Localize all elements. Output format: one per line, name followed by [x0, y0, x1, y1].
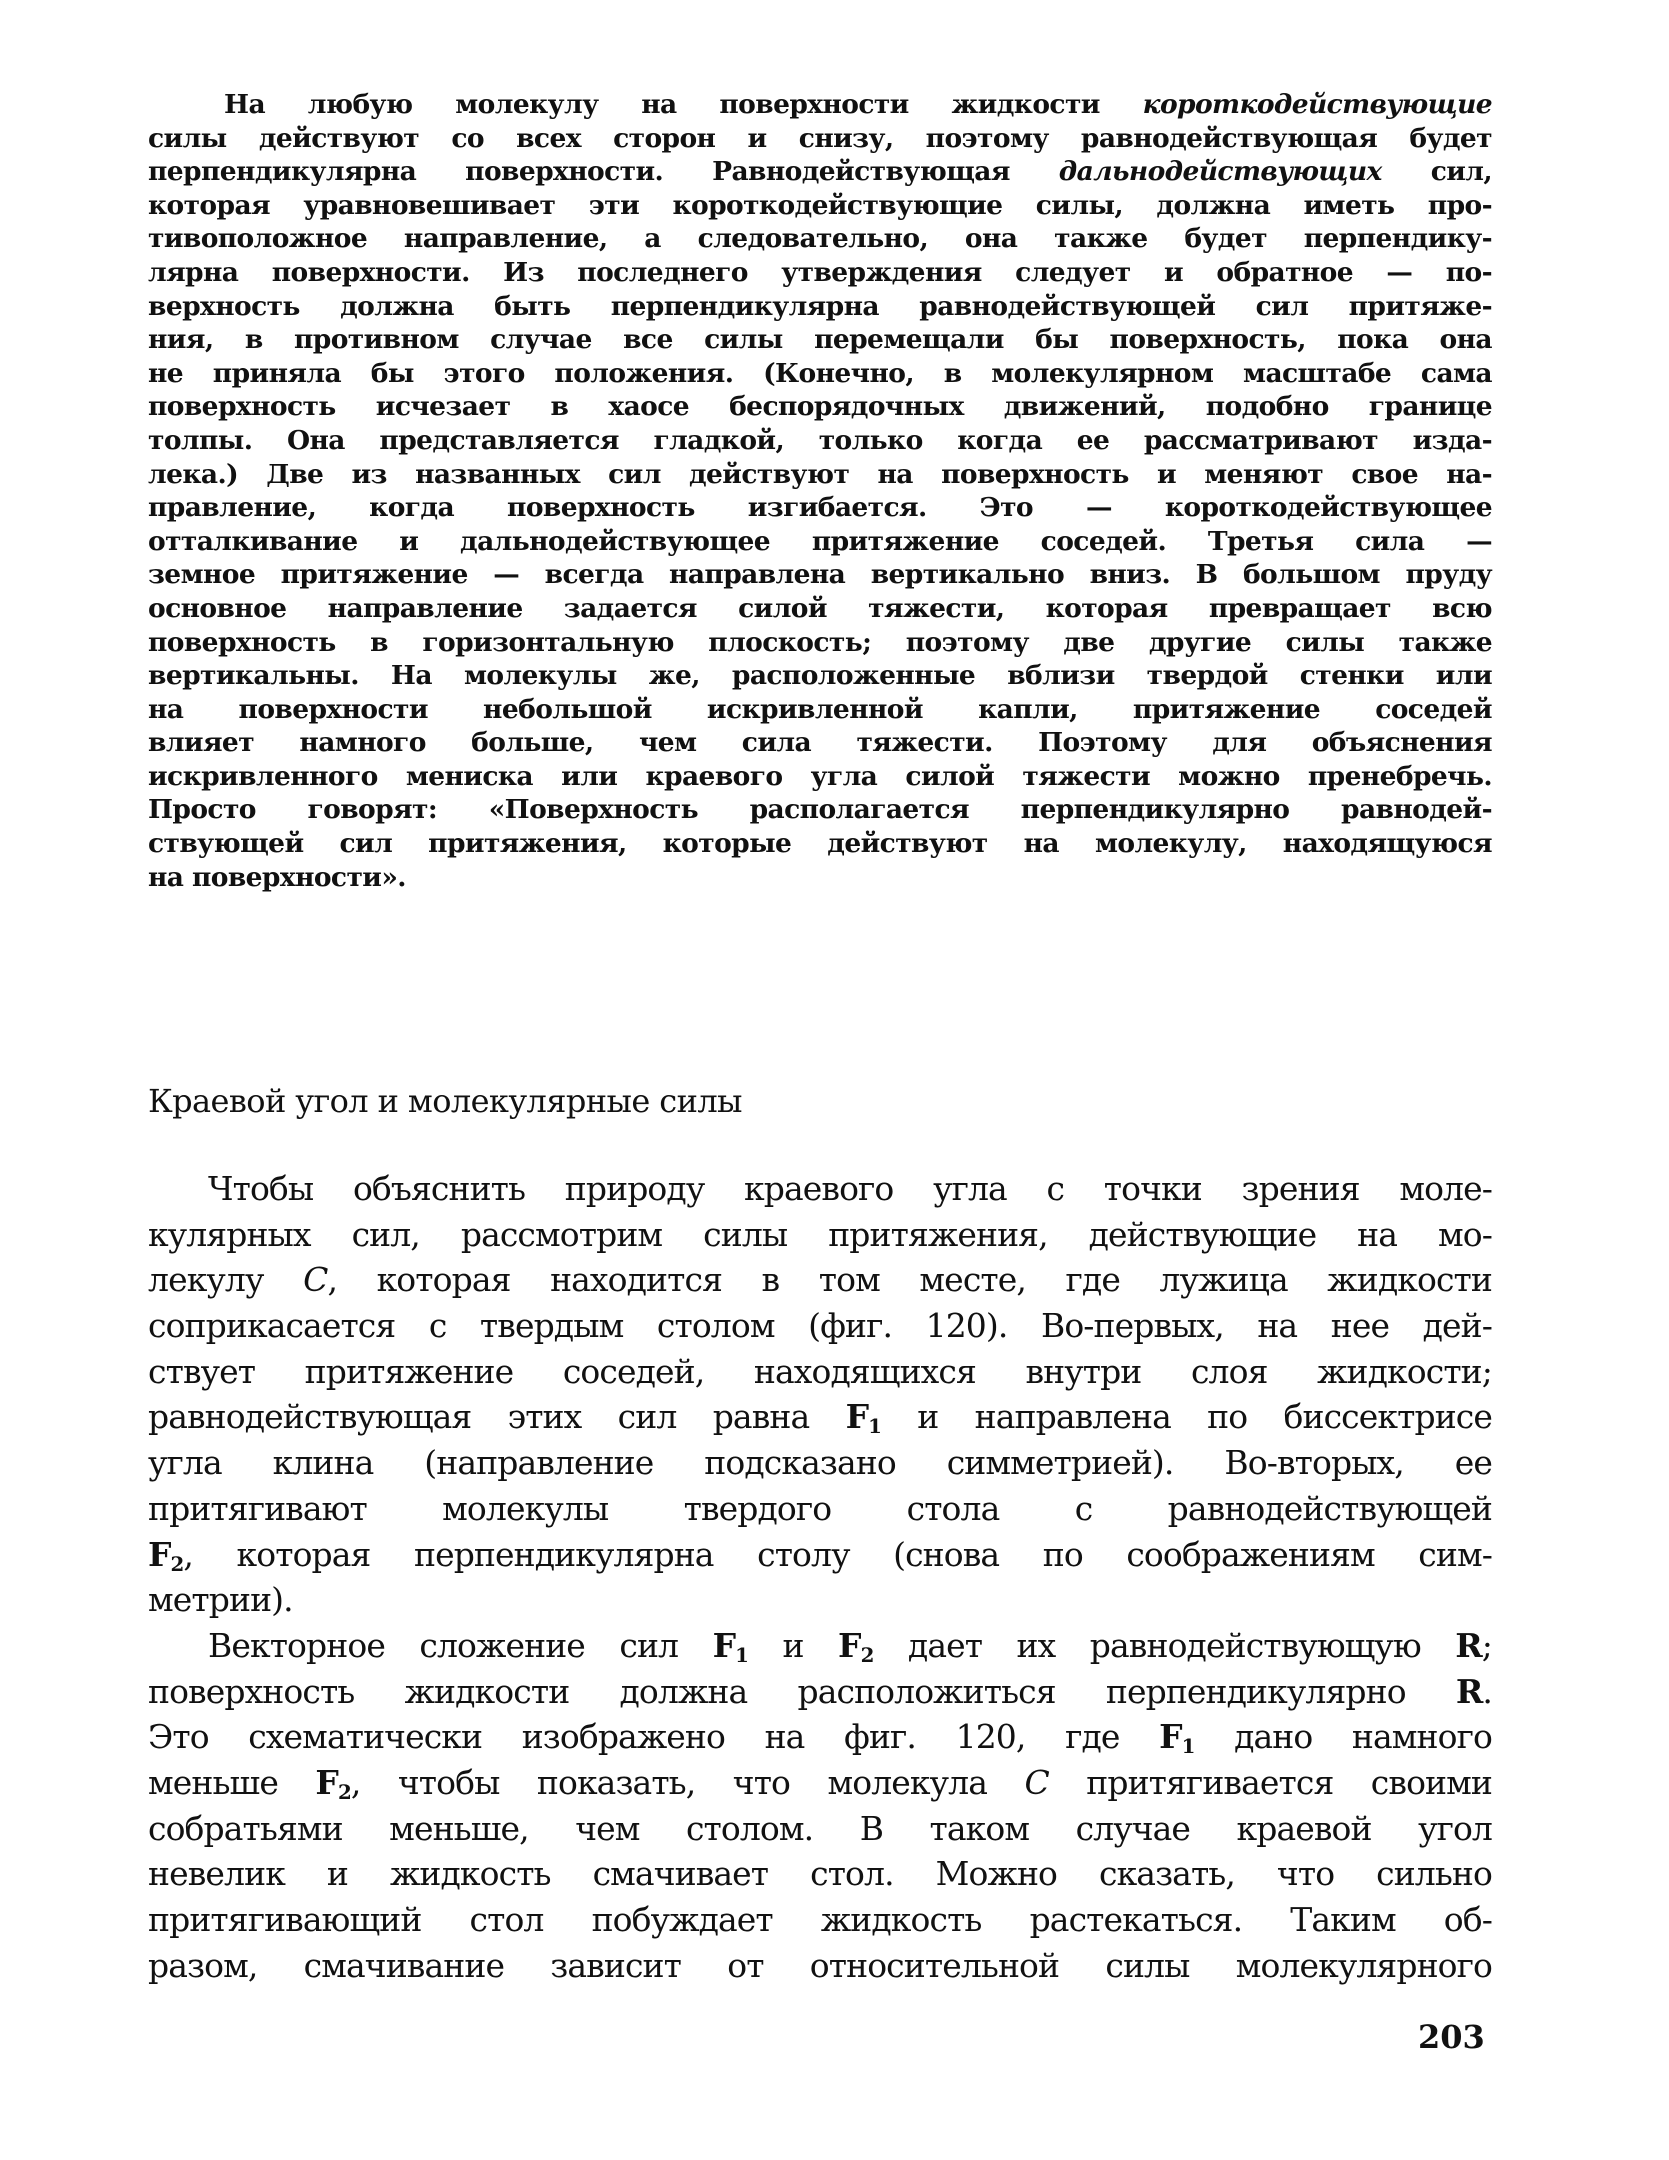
text-line: [148, 290, 1492, 324]
text-run: ствующей сил притяжения, которые действуют на молекулу, находящуюся: [148, 828, 1492, 860]
text-line: [148, 1440, 1492, 1486]
vector-symbol: [845, 1397, 881, 1439]
text-line: [148, 1760, 1492, 1806]
text-run: и направлена по биссектрисе: [880, 1397, 1492, 1437]
vector-letter: F: [148, 1534, 171, 1574]
vector-subscript: 2: [337, 1780, 351, 1804]
text-run: которая уравновешивает эти короткодействующие силы, должна иметь про-: [148, 189, 1492, 221]
text-run: основное направление задается силой тяжести, которая превращает всю: [148, 592, 1492, 624]
text-line: [148, 491, 1492, 525]
text-line: [148, 726, 1492, 760]
text-run: поверхность исчезает в хаосе беспорядочных движений, подобно границе: [148, 391, 1492, 423]
vector-subscript: 1: [1181, 1734, 1195, 1759]
text-run: отталкивание и дальнодействующее притяжение соседей. Третья сила —: [148, 525, 1492, 557]
text-run: поверхность в горизонтальную плоскость; поэтому две другие силы также: [148, 626, 1492, 658]
vector-symbol: [838, 1626, 873, 1665]
text-run: дано намного: [1194, 1717, 1492, 1757]
text-line: [148, 1486, 1492, 1532]
text-line: [148, 1806, 1492, 1852]
text-run: , которая находится в том месте, где лужица жидкости: [327, 1260, 1492, 1300]
text-run: Векторное сложение сил: [208, 1626, 713, 1665]
text-run: поверхность жидкости должна расположиться перпендикулярно: [148, 1671, 1456, 1711]
text-line: [148, 1669, 1492, 1715]
text-line: [148, 1394, 1492, 1440]
text-run: лекулу: [148, 1260, 304, 1300]
text-line: [148, 1943, 1492, 1989]
text-line: [148, 122, 1492, 156]
vector-letter: F: [845, 1397, 869, 1437]
text-line: [148, 1212, 1492, 1258]
text-run: кулярных сил, рассмотрим силы притяжения, действующие на мо-: [148, 1214, 1492, 1254]
text-run: равнодействующая этих сил равна: [148, 1397, 846, 1437]
text-run: меньше: [148, 1763, 316, 1803]
text-run: не приняла бы этого положения. (Конечно, в молекулярном масштабе сама: [148, 357, 1492, 389]
text-line: [148, 558, 1492, 592]
text-line: [148, 626, 1492, 660]
text-line: [148, 659, 1492, 693]
text-run: и: [748, 1626, 839, 1665]
text-run: Просто говорят: «Поверхность располагается перпендикулярно равнодей-: [148, 794, 1492, 826]
vector-subscript: 1: [868, 1414, 881, 1439]
text-run: дает их равнодействующую: [873, 1626, 1456, 1665]
text-line: [148, 1166, 1492, 1212]
text-run: земное притяжение — всегда направлена вертикально вниз. В большом пруду: [148, 559, 1492, 591]
vector-subscript: 2: [860, 1642, 874, 1667]
text-line: [148, 827, 1492, 861]
text-run: на поверхности».: [148, 861, 406, 893]
vector-letter: R: [1455, 1671, 1483, 1711]
text-run: Это схематически изображено на фиг. 120, где: [148, 1717, 1160, 1757]
text-run: ния, в противном случае все силы перемещали бы поверхность, пока она: [148, 324, 1492, 356]
text-line: [148, 1897, 1492, 1943]
text-line: [148, 189, 1492, 223]
text-line: [148, 1714, 1492, 1760]
text-line: [148, 1303, 1492, 1349]
vector-letter: R: [1455, 1626, 1482, 1665]
vector-symbol: [1159, 1717, 1195, 1759]
text-run: силы действуют со всех сторон и снизу, поэтому равнодействующая будет: [148, 122, 1492, 154]
text-run: соприкасается с твердым столом (фиг. 120). Во-первых, на нее дей-: [148, 1306, 1492, 1346]
text-run: лярна поверхности. Из последнего утверждения следует и обратное — по-: [148, 256, 1492, 288]
text-run: перпендикулярна поверхности. Равнодействующая: [148, 156, 1059, 188]
text-line: [148, 357, 1492, 391]
text-run: толпы. Она представляется гладкой, только когда ее рассматривают изда-: [148, 424, 1492, 456]
text-line: [148, 1577, 1492, 1623]
text-run: лека.) Две из названных сил действуют на поверхность и меняют свое на-: [148, 458, 1492, 490]
paragraph-vector-addition: [148, 1623, 1492, 1989]
text-line: [148, 693, 1492, 727]
text-line: [148, 458, 1492, 492]
text-run: .: [1482, 1671, 1492, 1711]
text-run: притягивают молекулы твердого стола с равнодействующей: [148, 1488, 1492, 1528]
text-run: , чтобы показать, что молекула: [350, 1763, 1025, 1803]
vector-symbol: [713, 1626, 748, 1665]
text-run: вертикальны. На молекулы же, расположенные вблизи твердой стенки или: [148, 660, 1492, 692]
text-run: влияет намного больше, чем сила тяжести. Поэтому для объяснения: [148, 727, 1492, 759]
text-line: [148, 861, 1492, 895]
vector-letter: F: [315, 1763, 338, 1803]
text-line: [148, 1851, 1492, 1897]
text-run: На любую молекулу на поверхности жидкости: [224, 89, 1143, 120]
text-run: ствует притяжение соседей, находящихся внутри слоя жидкости;: [148, 1351, 1492, 1391]
text-line: [148, 222, 1492, 256]
vector-letter: F: [712, 1626, 736, 1665]
vector-subscript: 1: [735, 1642, 748, 1667]
text-run: Чтобы объяснить природу краевого угла с точки зрения моле-: [208, 1169, 1492, 1208]
text-run: правление, когда поверхность изгибается. Это — короткодействующее: [148, 492, 1492, 524]
text-line: [148, 1532, 1492, 1578]
text-run: разом, смачивание зависит от относительной силы молекулярного: [148, 1945, 1492, 1985]
text-run: притягивается своими: [1048, 1763, 1492, 1803]
paragraph-surface-forces: [148, 88, 1492, 894]
italic-term: C: [1024, 1763, 1049, 1803]
text-line: [148, 88, 1492, 122]
text-run: ;: [1481, 1626, 1492, 1665]
text-run: метрии).: [148, 1580, 293, 1620]
text-line: [148, 256, 1492, 290]
vector-symbol: [1455, 1626, 1482, 1665]
text-run: невелик и жидкость смачивает стол. Можно сказать, что сильно: [148, 1854, 1492, 1894]
italic-term: дальнодействующих: [1058, 156, 1382, 188]
text-line: [148, 390, 1492, 424]
italic-term: C: [303, 1260, 328, 1300]
vector-subscript: 2: [170, 1551, 184, 1576]
text-line: [148, 760, 1492, 794]
text-line: [148, 793, 1492, 827]
paragraph-contact-angle-intro: [148, 1166, 1492, 1623]
text-line: [148, 155, 1492, 189]
text-line: [148, 1349, 1492, 1395]
page-number: 203: [1418, 2018, 1485, 2056]
text-line: [148, 1257, 1492, 1303]
text-run: искривленного мениска или краевого угла силой тяжести можно пренебречь.: [148, 760, 1492, 792]
text-line: [148, 424, 1492, 458]
vector-letter: F: [1159, 1717, 1182, 1757]
text-line: [148, 323, 1492, 357]
vector-symbol: [1456, 1672, 1483, 1711]
text-run: притягивающий стол побуждает жидкость растекаться. Таким об-: [148, 1900, 1492, 1940]
text-run: собратьями меньше, чем столом. В таком случае краевой угол: [148, 1808, 1492, 1848]
text-line: [148, 592, 1492, 626]
italic-term: короткодействующие: [1142, 89, 1492, 120]
text-line: [148, 1623, 1492, 1669]
text-run: тивоположное направление, а следовательно, она также будет перпендику-: [148, 223, 1492, 255]
vector-symbol: [148, 1535, 183, 1574]
text-run: на поверхности небольшой искривленной капли, притяжение соседей: [148, 693, 1492, 725]
text-run: верхность должна быть перпендикулярна равнодействующей сил притяже-: [148, 290, 1492, 322]
vector-letter: F: [838, 1626, 861, 1665]
text-run: сил,: [1381, 156, 1492, 188]
section-heading: Краевой угол и молекулярные силы: [148, 1082, 742, 1120]
text-run: угла клина (направление подсказано симметрией). Во-вторых, ее: [148, 1443, 1492, 1483]
vector-symbol: [315, 1763, 350, 1802]
text-line: [148, 525, 1492, 559]
text-run: , которая перпендикулярна столу (снова по соображениям сим-: [183, 1534, 1492, 1574]
